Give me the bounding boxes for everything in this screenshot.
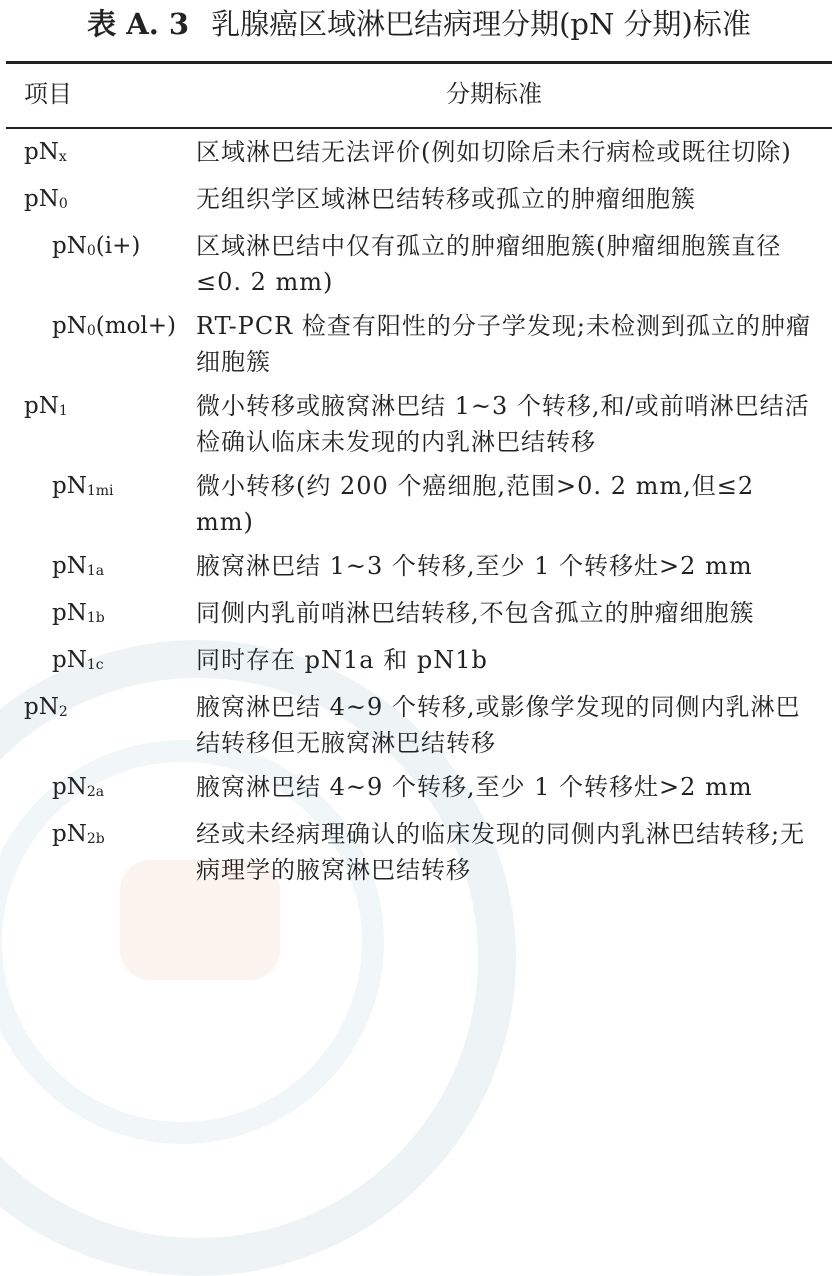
stage-criteria: 区域淋巴结无法评价(例如切除后未行病检或既往切除)	[196, 138, 792, 166]
stage-subscript: 1b	[86, 610, 105, 626]
stage-criteria: 腋窝淋巴结 1~3 个转移,至少 1 个转移灶>2 mm	[196, 552, 753, 580]
stage-subscript: 1a	[86, 563, 105, 579]
stage-subscript: 0	[86, 243, 96, 259]
stage-base: pN	[52, 600, 87, 626]
header-item: 项目	[24, 80, 72, 108]
table-row	[0, 468, 838, 540]
table-body	[0, 134, 838, 896]
table-row	[0, 308, 838, 380]
stage-criteria: 腋窝淋巴结 4~9 个转移,或影像学发现的同侧内乳淋巴结转移但无腋窝淋巴结转移	[196, 693, 801, 757]
table-row	[0, 228, 838, 300]
stage-suffix: (i+)	[95, 233, 141, 259]
stage-code	[0, 228, 196, 300]
stage-criteria: 无组织学区域淋巴结转移或孤立的肿瘤细胞簇	[196, 185, 696, 213]
table-row	[0, 769, 838, 808]
stage-criteria: RT-PCR 检查有阳性的分子学发现;未检测到孤立的肿瘤细胞簇	[196, 312, 811, 376]
stage-subscript: x	[58, 149, 67, 165]
stage-code	[0, 181, 196, 220]
stage-code	[0, 769, 196, 808]
table-caption	[0, 2, 838, 46]
stage-subscript: 1mi	[86, 483, 114, 499]
stage-criteria: 腋窝淋巴结 4~9 个转移,至少 1 个转移灶>2 mm	[196, 773, 753, 801]
stage-subscript: 2	[58, 704, 68, 720]
top-rule	[6, 61, 832, 64]
stage-base: pN	[24, 139, 59, 165]
stage-criteria: 微小转移或腋窝淋巴结 1~3 个转移,和/或前哨淋巴结活检确认临床未发现的内乳淋巴结转移	[196, 392, 810, 456]
stage-criteria: 经或未经病理确认的临床发现的同侧内乳淋巴结转移;无病理学的腋窝淋巴结转移	[196, 820, 806, 884]
stage-code	[0, 816, 196, 888]
stage-base: pN	[52, 647, 87, 673]
table-row	[0, 548, 838, 587]
table-row	[0, 689, 838, 761]
table-row	[0, 134, 838, 173]
stage-code	[0, 642, 196, 681]
stage-base: pN	[52, 473, 87, 499]
stage-base: pN	[24, 694, 59, 720]
header-rule	[6, 127, 832, 129]
stage-code	[0, 595, 196, 634]
table-row	[0, 816, 838, 888]
stage-code	[0, 388, 196, 460]
stage-criteria: 区域淋巴结中仅有孤立的肿瘤细胞簇(肿瘤细胞簇直径≤0. 2 mm)	[196, 232, 782, 296]
stage-code	[0, 468, 196, 540]
table-row	[0, 642, 838, 681]
table-row	[0, 595, 838, 634]
stage-subscript: 1c	[86, 657, 104, 673]
stage-subscript: 2b	[86, 831, 105, 847]
stage-code	[0, 689, 196, 761]
stage-subscript: 0	[58, 196, 68, 212]
stage-subscript: 0	[86, 323, 96, 339]
table-row	[0, 388, 838, 460]
stage-base: pN	[52, 553, 87, 579]
stage-base: pN	[52, 821, 87, 847]
stage-base: pN	[52, 774, 87, 800]
table-title: 乳腺癌区域淋巴结病理分期(pN 分期)标准	[211, 7, 751, 41]
stage-criteria: 同侧内乳前哨淋巴结转移,不包含孤立的肿瘤细胞簇	[196, 599, 755, 627]
stage-criteria: 微小转移(约 200 个癌细胞,范围>0. 2 mm,但≤2 mm)	[196, 472, 755, 536]
table-number: 表 A. 3	[87, 7, 190, 41]
stage-suffix: (mol+)	[95, 313, 177, 339]
stage-base: pN	[52, 313, 87, 339]
stage-subscript: 1	[58, 403, 68, 419]
table-row	[0, 181, 838, 220]
stage-subscript: 2a	[86, 784, 105, 800]
stage-code	[0, 134, 196, 173]
stage-base: pN	[24, 393, 59, 419]
stage-criteria: 同时存在 pN1a 和 pN1b	[196, 646, 488, 674]
stage-base: pN	[24, 186, 59, 212]
header-criteria: 分期标准	[446, 80, 542, 108]
stage-code	[0, 548, 196, 587]
stage-base: pN	[52, 233, 87, 259]
stage-code	[0, 308, 196, 380]
